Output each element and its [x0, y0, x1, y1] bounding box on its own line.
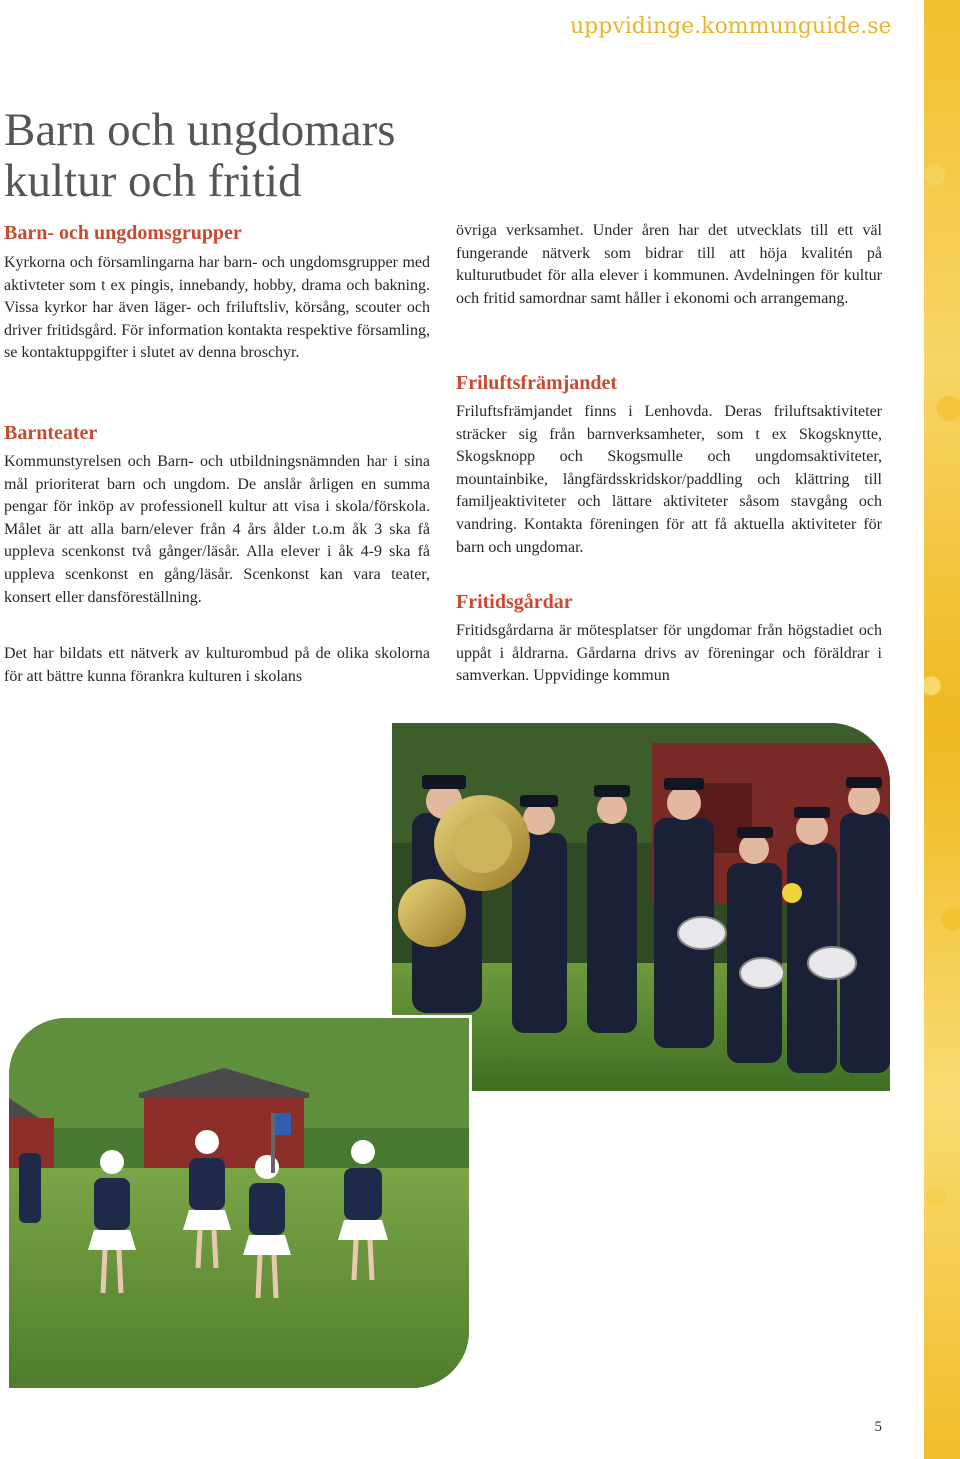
text-barngrupper: Kyrkorna och församlingarna har barn- och ungdomsgrupper med aktivteter som t ex pingis, innebandy, hobby, drama och bakning. Vissa kyrkor har även läger- och friluftsliv, körsång, scouter och driver fritidsgård. För information kontakta respektive församling, se kontaktuppgifter i slutet av denna broschyr.	[4, 254, 430, 362]
site-url: uppvidinge.kommunguide.se	[570, 14, 892, 39]
page-number: 5	[874, 1419, 882, 1435]
page-title-line2: kultur och fritid	[4, 155, 302, 207]
text-barnteater-1: Kommunstyrelsen och Barn- och utbildningsnämnden har i sina mål prioriterat barn och ungdom. De anslår årligen en summa pengar för inköp av professionell kultur att visa i skola/förskola. Målet är att alla barn/elever från 4 års ålder t.o.m åk 3 ska få uppleva scenkonst två gånger/läsår. Alla elever i åk 4-9 ska få uppleva scenkonst en gång/läsår. Scenkonst kan vara teater, konsert eller dansföreställning.	[4, 453, 430, 606]
page-title	[4, 105, 396, 207]
photo-drill-team-graphic	[9, 1018, 469, 1388]
page-title-line1: Barn och ungdomars	[4, 104, 396, 156]
heading-barngrupper: Barn- och ungdomsgrupper	[4, 222, 242, 244]
text-friluftsframjandet: Friluftsfrämjandet finns i Lenhovda. Deras friluftsaktiviteter sträcker sig från barnverksamheter, som t ex Skogsknytte, Skogsknopp och Skogsmulle och ungdomsaktiviteter, mountainbike, långfärdsskridskor/paddling och klättring till familjeaktiviteter och lättare aktiviteter såsom stavgång och vandring. Kontakta föreningen för att få aktuella aktiviteter för barn och ungdomar.	[456, 403, 882, 556]
heading-fritidsgardar: Fritidsgårdar	[456, 591, 573, 613]
heading-friluftsframjandet: Friluftsfrämjandet	[456, 372, 618, 394]
text-fritidsgardar: Fritidsgårdarna är mötesplatser för ungdomar från högstadiet och uppåt i åldrarna. Gårdarna drivs av föreningar och föräldrar i samverkan. Uppvidinge kommun	[456, 622, 882, 685]
text-barnteater-2: Det har bildats ett nätverk av kulturombud på de olika skolorna för att bättre kunna förankra kulturen i skolans	[4, 645, 430, 685]
heading-barnteater: Barnteater	[4, 422, 98, 444]
photo-drill-team	[6, 1015, 472, 1391]
text-barnteater-3: övriga verksamhet. Under åren har det utvecklats till ett väl fungerande nätverk som bidrar till att höja kvalitén på kulturutbudet för alla elever i kommunen. Avdelningen för kultur och fritid samordnar samt håller i ekonomi och arrangemang.	[456, 222, 882, 307]
decorative-sidebar-strip	[924, 0, 960, 1459]
